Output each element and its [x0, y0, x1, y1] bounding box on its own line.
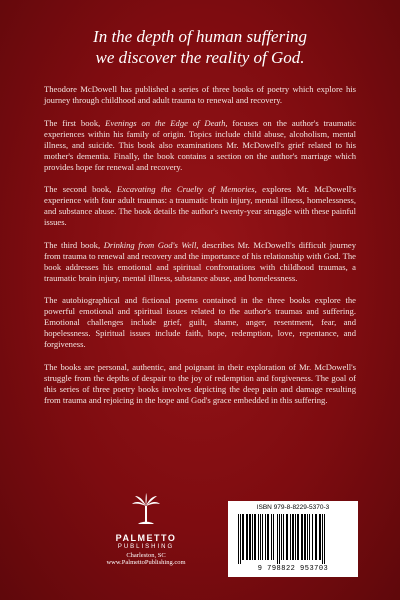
- barcode-bar: [286, 514, 288, 560]
- paragraph-third-book-lead: The third book,: [44, 239, 104, 250]
- barcode-bar: [283, 514, 284, 560]
- barcode-bars: [236, 514, 350, 564]
- paragraph-first-book: [44, 118, 356, 173]
- barcode-bar: [309, 514, 310, 560]
- first-book-title: Evenings on the Edge of Death,: [105, 117, 228, 128]
- third-book-title: Drinking from God's Well,: [103, 239, 199, 250]
- barcode-bar: [312, 514, 313, 560]
- barcode-bar: [242, 514, 244, 560]
- barcode-bar: [281, 514, 282, 560]
- barcode-bar: [238, 514, 239, 564]
- barcode-bar: [258, 514, 259, 560]
- tagline-line-1: In the depth of human suffering: [93, 27, 307, 46]
- isbn-label: ISBN 979-8-8229-5370-3: [256, 504, 330, 511]
- publisher-logo: [96, 492, 196, 566]
- barcode-bar: [315, 514, 317, 560]
- barcode-bar: [265, 514, 266, 560]
- publisher-subtitle: PUBLISHING: [117, 544, 175, 550]
- barcode-bar: [249, 514, 251, 560]
- barcode-bar: [260, 514, 261, 560]
- barcode-bar: [301, 514, 303, 560]
- barcode-bar: [271, 514, 272, 560]
- publisher-city: Charleston, SC: [126, 552, 166, 559]
- publisher-name: PALMETTO: [115, 533, 177, 543]
- paragraph-first-book-lead: The first book,: [44, 117, 106, 128]
- barcode-bar: [322, 514, 323, 564]
- barcode-bar: [279, 514, 280, 564]
- paragraph-goal: The books are personal, authentic, and poignant in their exploration of Mr. McDowell's struggle from the depths of despair to the joy of redemption and forgiveness. The goal of this series of three poetry books involves depicting the deep pain and damage resulting from trauma and rejoicing in the hope and God's grace embedded in this suffering.: [44, 361, 356, 405]
- barcode-bar: [319, 514, 321, 560]
- barcode-bar: [277, 514, 278, 564]
- barcode-bar: [246, 514, 248, 560]
- paragraph-intro: Theodore McDowell has published a series of three books of poetry which explore his journey through childhood and adult trauma to renewal and recovery.: [44, 84, 356, 105]
- barcode-bar: [262, 514, 263, 560]
- barcode-bar: [292, 514, 294, 560]
- tagline: [20, 26, 380, 68]
- cover-footer: [0, 492, 400, 600]
- barcode-bar: [307, 514, 308, 560]
- paragraph-third-book: [44, 240, 356, 284]
- palmetto-tree-icon: [129, 492, 163, 526]
- barcode-bar: [240, 514, 241, 564]
- barcode-bar: [290, 514, 291, 560]
- description-text: [44, 84, 356, 417]
- barcode-digits: 9 798822 953703: [257, 565, 329, 573]
- paragraph-themes: The autobiographical and fictional poems contained in the three books explore the powerful emotional and spiritual issues related to the author's traumas and suffering. Emotional challenges include grief, guilt, shame, anger, resentment, fear, and hopelessness. Spiritual issues include faith, hope, redemption, love, repentance, and forgiveness.: [44, 295, 356, 349]
- tagline-line-2: we discover the reality of God.: [95, 48, 305, 67]
- paragraph-second-book: [44, 184, 356, 228]
- isbn-barcode: [228, 501, 358, 577]
- paragraph-third-book-body: describes Mr. McDowell's difficult journey from trauma to renewal and recovery and the importance of his relationship with God. The book addresses his emotional and spiritual confrontations with childhood traumas, a traumatic brain injury, mental illness, substance abuse, and homelessness.: [44, 239, 356, 283]
- barcode-bar: [267, 514, 269, 560]
- paragraph-first-book-body: focuses on the author's traumatic experiences within his family of origin. Topics include child abuse, alcoholism, mental illness, and suicide. This book also examinations Mr. McDowell's grief related to his mother's dementia. Finally, the book contains a section on the author's marriage which provides hope for renewal and recovery.: [44, 117, 356, 172]
- paragraph-second-book-body: explores Mr. McDowell's experience with four adult traumas: a traumatic brain injury, mental illness, homelessness, and substance abuse. The book details the author's twenty-year struggle with these painful issues.: [44, 184, 356, 227]
- barcode-bar: [324, 514, 325, 564]
- paragraph-second-book-lead: The second book,: [44, 184, 117, 194]
- barcode-bar: [254, 514, 256, 560]
- barcode-bar: [252, 514, 253, 560]
- publisher-website: www.PalmettoPublishing.com: [106, 559, 186, 566]
- barcode-bar: [304, 514, 306, 560]
- barcode-bar: [295, 514, 296, 560]
- barcode-bar: [297, 514, 299, 560]
- barcode-bar: [273, 514, 274, 560]
- second-book-title: Excavating the Cruelty of Memories,: [116, 184, 257, 194]
